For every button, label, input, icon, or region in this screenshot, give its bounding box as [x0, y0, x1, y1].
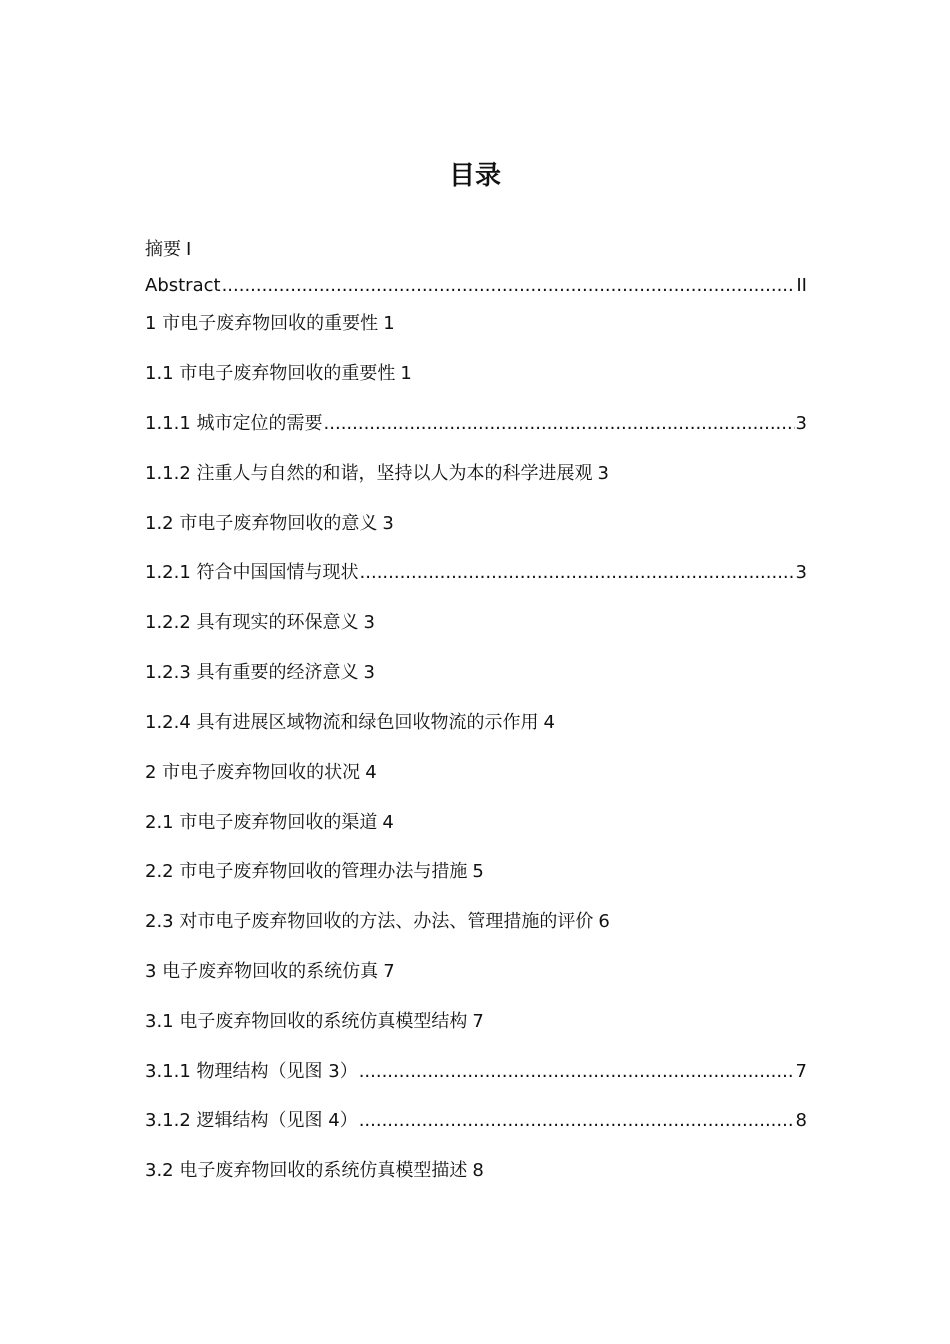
toc-entry-label: 1 市电子废弃物回收的重要性: [145, 313, 379, 334]
toc-page-number: I: [186, 239, 192, 260]
toc-entry[interactable]: [145, 408, 807, 440]
toc-entry[interactable]: [145, 856, 807, 888]
toc-entry-label: 3.1.1 物理结构（见图 3）: [145, 1061, 358, 1082]
toc-entry[interactable]: [145, 956, 807, 988]
toc-page-number: 3: [363, 612, 375, 633]
toc-dot-leader: [324, 408, 795, 440]
toc-page-number: 1: [383, 313, 395, 334]
toc-entry-label: 1.2.2 具有现实的环保意义: [145, 612, 359, 633]
toc-entry[interactable]: [145, 1006, 807, 1038]
toc-entry[interactable]: [145, 657, 807, 689]
toc-page-number: 1: [400, 363, 412, 384]
toc-entry[interactable]: [145, 358, 807, 390]
toc-dot-leader: [222, 270, 796, 302]
toc-entry[interactable]: [145, 807, 807, 839]
toc-dot-leader: [359, 1105, 795, 1137]
toc-page-number: 7: [472, 1011, 484, 1032]
toc-entry-label: 1.2.4 具有进展区域物流和绿色回收物流的示作用: [145, 712, 539, 733]
toc-entry[interactable]: [145, 757, 807, 789]
toc-entry-label: Abstract: [145, 275, 221, 296]
toc-page-number: 3: [597, 463, 609, 484]
toc-entry-label: 2 市电子废弃物回收的状况: [145, 762, 361, 783]
toc-entry-label: 2.2 市电子废弃物回收的管理办法与措施: [145, 861, 468, 882]
toc-page-number: 5: [472, 861, 484, 882]
toc-page-number: 4: [365, 762, 377, 783]
toc-entry-label: 1.2.1 符合中国国情与现状: [145, 562, 359, 583]
toc-entry[interactable]: [145, 906, 807, 938]
toc-page-number: 8: [795, 1110, 807, 1131]
toc-dot-leader: [359, 1056, 795, 1088]
toc-page-number: 3: [795, 562, 807, 583]
toc-page-number: 4: [543, 712, 555, 733]
toc-entry-label: 摘要: [145, 239, 181, 260]
toc-entry-label: 3.2 电子废弃物回收的系统仿真模型描述: [145, 1160, 468, 1181]
toc-page-number: 7: [383, 961, 395, 982]
toc-entry-label: 3.1.2 逻辑结构（见图 4）: [145, 1110, 358, 1131]
toc-page-number: 8: [472, 1160, 484, 1181]
toc-entry[interactable]: [145, 707, 807, 739]
toc-entry-label: 1.1.1 城市定位的需要: [145, 413, 323, 434]
toc-page-number: 6: [598, 911, 610, 932]
toc-entry[interactable]: [145, 308, 807, 340]
toc-title: 目录: [448, 161, 501, 191]
toc-entry[interactable]: [145, 1155, 807, 1187]
toc-entry-label: 1.2.3 具有重要的经济意义: [145, 662, 359, 683]
toc-entry[interactable]: [145, 557, 807, 589]
toc-page-number: 3: [382, 513, 394, 534]
toc-page-number: 4: [382, 812, 394, 833]
toc-page-number: 3: [795, 413, 807, 434]
toc-entry-label: 2.3 对市电子废弃物回收的方法、办法、管理措施的评价: [145, 911, 594, 932]
toc-entry-label: 1.2 市电子废弃物回收的意义: [145, 513, 378, 534]
toc-dot-leader: [360, 557, 795, 589]
toc-entry-label: 3 电子废弃物回收的系统仿真: [145, 961, 379, 982]
toc-entry[interactable]: [145, 458, 807, 490]
toc-entry-label: 1.1 市电子废弃物回收的重要性: [145, 363, 396, 384]
toc-entry-label: 2.1 市电子废弃物回收的渠道: [145, 812, 378, 833]
toc-entry[interactable]: [145, 1105, 807, 1137]
toc-entry-label: 3.1 电子废弃物回收的系统仿真模型结构: [145, 1011, 468, 1032]
toc-page-number: II: [796, 275, 807, 296]
toc-page-number: 3: [363, 662, 375, 683]
toc-page-number: 7: [795, 1061, 807, 1082]
toc-entry[interactable]: [145, 1056, 807, 1088]
toc-entry[interactable]: [145, 508, 807, 540]
toc-entry[interactable]: [145, 234, 807, 266]
toc-entry[interactable]: [145, 607, 807, 639]
toc-entry[interactable]: [145, 270, 807, 302]
toc-entry-label: 1.1.2 注重人与自然的和谐，坚持以人为本的科学进展观: [145, 463, 593, 484]
